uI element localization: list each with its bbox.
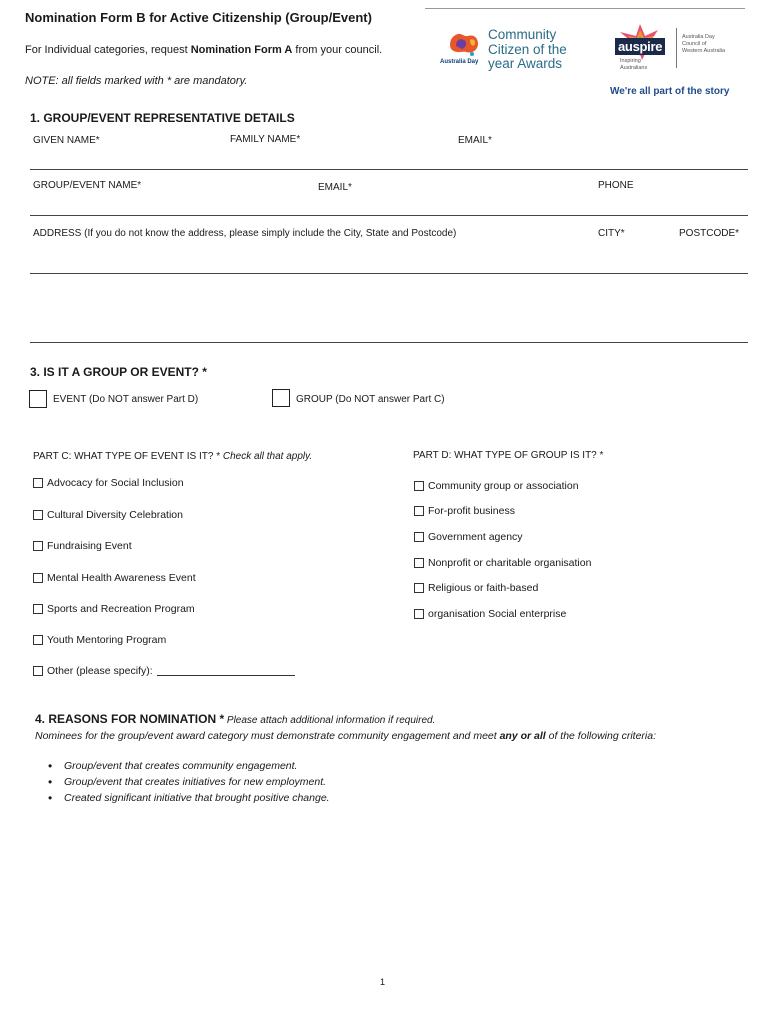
option-label: Fundraising Event xyxy=(47,540,132,552)
email-label: EMAIL* xyxy=(458,135,492,146)
criteria-text xyxy=(35,730,656,742)
council-line-2: Council of xyxy=(682,41,707,47)
checkbox-icon[interactable] xyxy=(33,604,43,614)
partC-option[interactable] xyxy=(33,634,166,646)
checkbox-icon[interactable] xyxy=(33,510,43,520)
partD-option[interactable] xyxy=(414,480,579,492)
partC-option-other[interactable] xyxy=(33,665,295,677)
auspire-subtitle xyxy=(620,58,647,71)
section4-heading xyxy=(35,712,435,726)
row1-divider xyxy=(30,169,748,170)
partC-hint: Check all that apply. xyxy=(220,451,313,462)
section3-heading: 3. IS IT A GROUP OR EVENT? * xyxy=(30,365,207,379)
option-label: Advocacy for Social Inclusion xyxy=(47,477,184,489)
logo-line-2: Citizen of the xyxy=(488,41,567,57)
auspire-wordmark: auspire xyxy=(615,38,665,55)
option-label: Other (please specify): xyxy=(47,665,153,677)
group-event-name-label: GROUP/EVENT NAME* xyxy=(33,180,142,191)
intro-text xyxy=(25,44,382,56)
option-label: Youth Mentoring Program xyxy=(47,634,167,646)
partC-option[interactable] xyxy=(33,603,195,615)
postcode-label: POSTCODE* xyxy=(679,228,740,239)
checkbox-icon[interactable] xyxy=(33,635,43,645)
option-label: Religious or faith-based xyxy=(428,582,539,594)
community-title xyxy=(488,28,567,72)
partD-option[interactable] xyxy=(414,608,566,620)
logo-line-3: year Awards xyxy=(488,56,563,71)
group-option-label: GROUP (Do NOT answer Part C) xyxy=(296,394,445,405)
phone-label: PHONE xyxy=(598,180,634,191)
community-citizen-logo xyxy=(440,28,590,78)
criteria-post: of the following criteria: xyxy=(545,730,657,742)
option-label: Mental Health Awareness Event xyxy=(47,572,196,584)
criteria-item: • Group/event that creates community engagement. xyxy=(48,760,330,776)
auspire-sub-2: Australians xyxy=(620,64,648,71)
auspire-sub-1: Inspiring xyxy=(620,58,641,64)
section4-hint: Please attach additional information if required. xyxy=(224,715,436,726)
partC-option[interactable] xyxy=(33,509,183,521)
checkbox-icon[interactable] xyxy=(414,583,424,593)
criteria-item: • Created significant initiative that brought positive change. xyxy=(48,792,330,808)
given-name-label: GIVEN NAME* xyxy=(33,135,100,146)
other-specify-field[interactable] xyxy=(157,667,295,676)
form-title: Nomination Form B for Active Citizenship (Group/Event) xyxy=(25,10,372,25)
partC-option[interactable] xyxy=(33,572,196,584)
logo-divider xyxy=(676,28,677,68)
checkbox-icon[interactable] xyxy=(414,558,424,568)
checkbox-icon[interactable] xyxy=(33,666,43,676)
mandatory-note: NOTE: all fields marked with * are mandatory. xyxy=(25,75,248,87)
checkbox-icon[interactable] xyxy=(33,478,43,488)
option-label: organisation Social enterprise xyxy=(428,608,567,620)
option-label: For-profit business xyxy=(428,505,515,517)
intro-pre: For Individual categories, request xyxy=(25,44,191,56)
group-checkbox[interactable] xyxy=(272,389,290,407)
address-label: ADDRESS (If you do not know the address, please simply include the City, State and Postcode) xyxy=(33,228,457,239)
partC-option[interactable] xyxy=(33,540,132,552)
partD-heading: PART D: WHAT TYPE OF GROUP IS IT? * xyxy=(413,450,604,461)
intro-post: from your council. xyxy=(292,44,383,56)
auspire-logo xyxy=(612,22,742,76)
event-checkbox[interactable] xyxy=(29,390,47,408)
intro-bold: Nomination Form A xyxy=(190,44,293,56)
checkbox-icon[interactable] xyxy=(414,506,424,516)
email2-label: EMAIL* xyxy=(318,182,352,193)
criteria-bold: any or all xyxy=(499,730,546,742)
partD-option[interactable] xyxy=(414,505,515,517)
city-label: CITY* xyxy=(598,228,625,239)
option-label: Government agency xyxy=(428,531,523,543)
checkbox-icon[interactable] xyxy=(414,481,424,491)
criteria-list xyxy=(48,760,330,808)
page-number: 1 xyxy=(380,977,386,987)
criteria-pre: Nominees for the group/event award category must demonstrate community engagement and meet xyxy=(35,730,500,742)
council-line-1: Australia Day xyxy=(682,34,715,40)
partD-option[interactable] xyxy=(414,582,538,594)
australia-map-icon xyxy=(442,28,488,60)
option-label: Cultural Diversity Celebration xyxy=(47,509,183,521)
checkbox-icon[interactable] xyxy=(414,532,424,542)
partC-option[interactable] xyxy=(33,477,184,489)
partD-option[interactable] xyxy=(414,557,591,569)
council-line-3: Western Australia xyxy=(682,48,726,54)
checkbox-icon[interactable] xyxy=(33,573,43,583)
checkbox-icon[interactable] xyxy=(33,541,43,551)
tagline: We're all part of the story xyxy=(610,86,730,97)
header-divider xyxy=(425,8,745,9)
row2-divider xyxy=(30,215,748,216)
council-text xyxy=(682,34,725,55)
partD-option[interactable] xyxy=(414,531,523,543)
criteria-item: • Group/event that creates initiatives for new employment. xyxy=(48,776,330,792)
row3-divider xyxy=(30,273,748,274)
checkbox-icon[interactable] xyxy=(414,609,424,619)
section1-end-divider xyxy=(30,342,748,343)
section1-heading: 1. GROUP/EVENT REPRESENTATIVE DETAILS xyxy=(30,111,295,125)
partC-heading-text: PART C: WHAT TYPE OF EVENT IS IT? * xyxy=(33,451,221,462)
partC-heading xyxy=(33,451,312,462)
family-name-label: FAMILY NAME* xyxy=(230,134,301,145)
option-label: Community group or association xyxy=(428,480,579,492)
logo-line-1: Community xyxy=(488,27,557,42)
option-label: Sports and Recreation Program xyxy=(47,603,195,615)
australia-day-label: Australia Day xyxy=(440,59,479,65)
option-label: Nonprofit or charitable organisation xyxy=(428,557,592,569)
section4-heading-text: 4. REASONS FOR NOMINATION * xyxy=(35,712,225,726)
event-option-label: EVENT (Do NOT answer Part D) xyxy=(53,394,199,405)
